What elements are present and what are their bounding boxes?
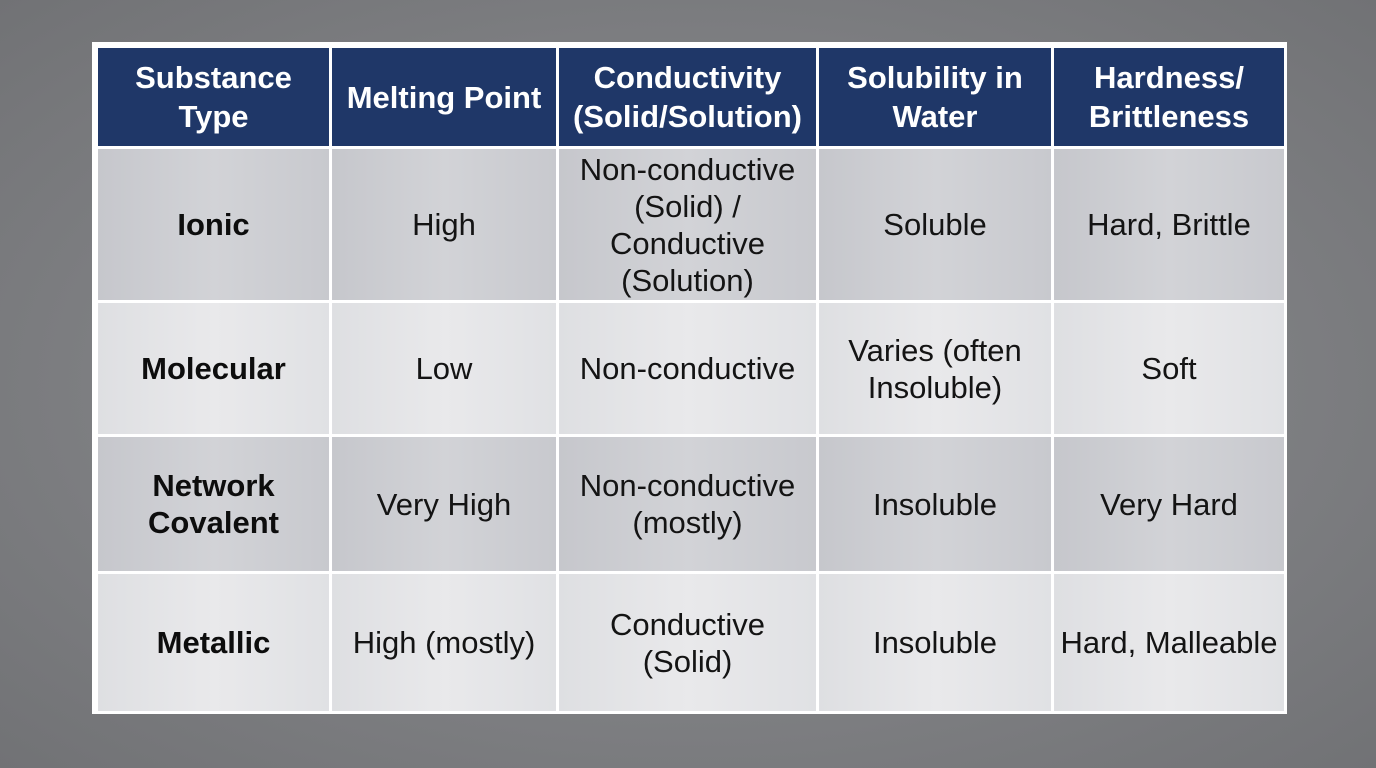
cell-melting-point: High (mostly) [331,573,558,713]
table-row-network-covalent [97,436,1286,573]
cell-substance-type: Metallic [97,573,331,713]
cell-solubility: Soluble [818,148,1053,302]
table-header-row [97,47,1286,148]
cell-melting-point: Low [331,302,558,436]
header-substance-type: Substance Type [97,47,331,148]
cell-substance-type: Ionic [97,148,331,302]
cell-solubility: Insoluble [818,573,1053,713]
cell-conductivity: Conductive (Solid) [558,573,818,713]
cell-melting-point: Very High [331,436,558,573]
cell-substance-type: Network Covalent [97,436,331,573]
cell-hardness: Soft [1053,302,1286,436]
cell-hardness: Very Hard [1053,436,1286,573]
table-row-molecular [97,302,1286,436]
header-solubility: Solubility in Water [818,47,1053,148]
substance-properties-table [95,45,1287,714]
table-row-ionic [97,148,1286,302]
cell-melting-point: High [331,148,558,302]
cell-conductivity: Non-conductive (Solid) / Conductive (Solution) [558,148,818,302]
table-row-metallic [97,573,1286,713]
properties-table-container [92,42,1287,714]
cell-hardness: Hard, Brittle [1053,148,1286,302]
header-conductivity: Conductivity (Solid/Solution) [558,47,818,148]
cell-hardness: Hard, Malleable [1053,573,1286,713]
cell-solubility: Varies (often Insoluble) [818,302,1053,436]
cell-conductivity: Non-conductive [558,302,818,436]
cell-solubility: Insoluble [818,436,1053,573]
cell-substance-type: Molecular [97,302,331,436]
cell-conductivity: Non-conductive (mostly) [558,436,818,573]
header-melting-point: Melting Point [331,47,558,148]
header-hardness: Hardness/ Brittleness [1053,47,1286,148]
